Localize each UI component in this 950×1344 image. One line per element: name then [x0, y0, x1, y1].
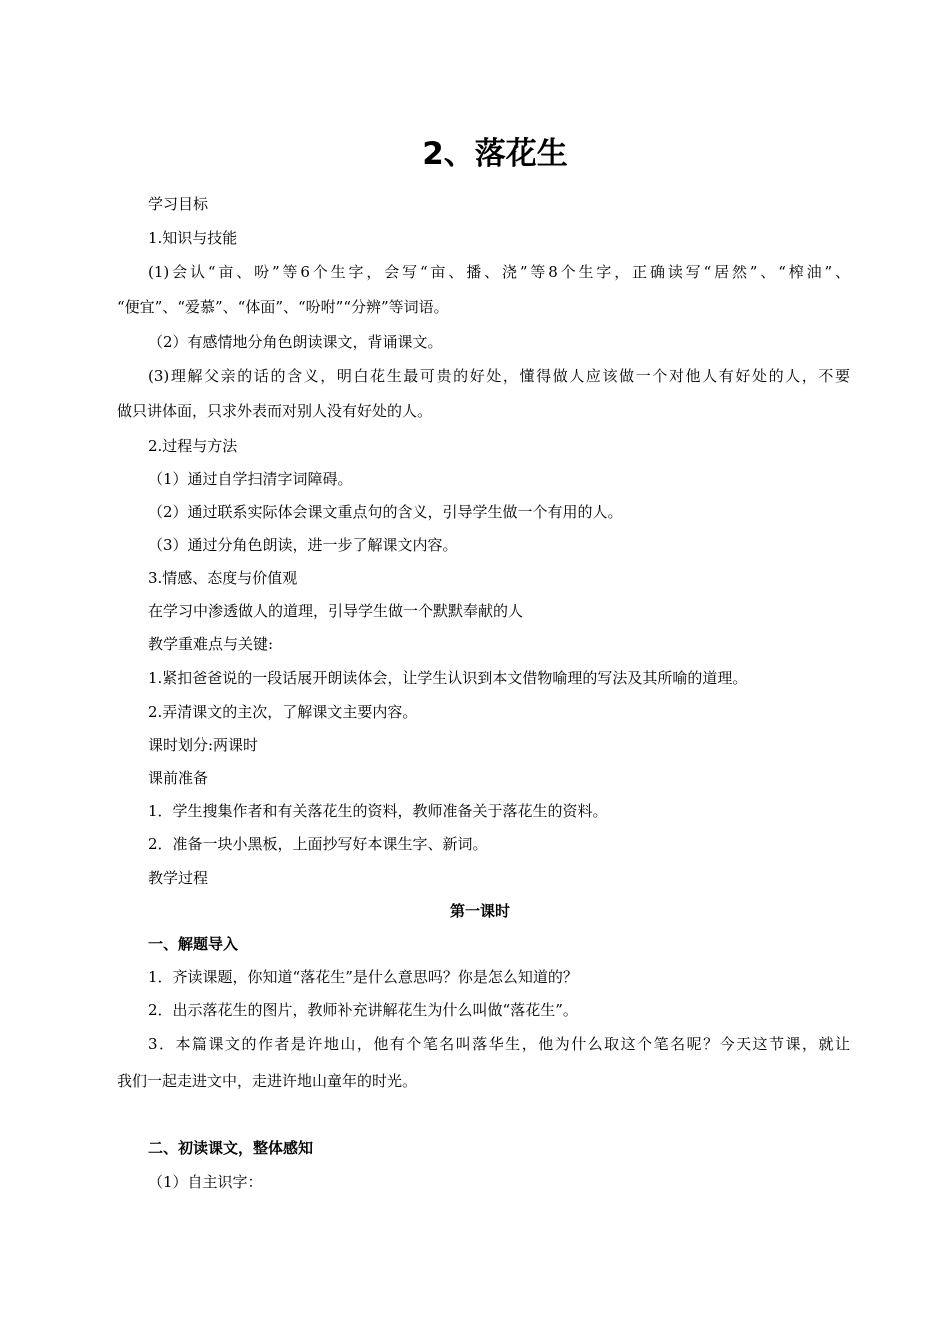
section-heading: 学习目标	[148, 195, 209, 213]
paragraph-line: 1.紧扣爸爸说的一段话展开朗读体会，让学生认识到本文借物喻理的写法及其所喻的道理。	[148, 669, 748, 687]
paragraph-line: (1)会认“亩、吩”等6个生字，会写“亩、播、浇”等8个生字，正确读写“居然”、“榨油”、	[148, 263, 850, 281]
paragraph-line: 2.弄清课文的主次，了解课文主要内容。	[148, 703, 418, 721]
paragraph-line: （1）自主识字：	[148, 1173, 263, 1191]
paragraph-line: 2．出示落花生的图片，教师补充讲解花生为什么叫做“落花生”。	[148, 1001, 578, 1019]
paragraph-line: “便宜”、“爱慕”、“体面”、“吩咐”“分辨”等词语。	[117, 298, 449, 316]
subsection-heading: 1.知识与技能	[148, 229, 238, 247]
paragraph-line: （3）通过分角色朗读，进一步了解课文内容。	[148, 536, 458, 554]
paragraph-line: 1．齐读课题，你知道“落花生”是什么意思吗？你是怎么知道的？	[148, 968, 578, 986]
paragraph-line: （2）通过联系实际体会课文重点句的含义，引导学生做一个有用的人。	[148, 503, 623, 521]
paragraph-line: 我们一起走进文中，走进许地山童年的时光。	[117, 1072, 418, 1090]
section-heading: 教学重难点与关键:	[148, 635, 274, 653]
subsection-heading: 2.过程与方法	[148, 437, 238, 455]
document-title: 2、落花生	[422, 136, 568, 172]
paragraph-line: 做只讲体面，只求外表而对别人没有好处的人。	[117, 402, 433, 420]
section-heading: 二、初读课文，整体感知	[148, 1139, 314, 1157]
paragraph-line: 课时划分:两课时	[148, 736, 259, 754]
subsection-heading: 3.情感、态度与价值观	[148, 569, 298, 587]
paragraph-line: 在学习中渗透做人的道理，引导学生做一个默默奉献的人	[148, 602, 524, 620]
paragraph-line: 2．准备一块小黑板，上面抄写好本课生字、新词。	[148, 835, 488, 853]
section-heading: 课前准备	[148, 769, 209, 787]
paragraph-line: (3)理解父亲的话的含义，明白花生最可贵的好处，懂得做人应该做一个对他人有好处的人，不要	[148, 367, 850, 385]
section-heading: 教学过程	[148, 869, 209, 887]
paragraph-line: 1．学生搜集作者和有关落花生的资料，教师准备关于落花生的资料。	[148, 802, 608, 820]
paragraph-line: 3．本篇课文的作者是许地山，他有个笔名叫落华生，他为什么取这个笔名呢？今天这节课，就让	[148, 1035, 850, 1053]
paragraph-line: （1）通过自学扫清字词障碍。	[148, 470, 353, 488]
paragraph-line: （2）有感情地分角色朗读课文，背诵课文。	[148, 333, 443, 351]
lesson-heading: 第一课时	[449, 902, 510, 920]
section-heading: 一、解题导入	[148, 935, 239, 953]
